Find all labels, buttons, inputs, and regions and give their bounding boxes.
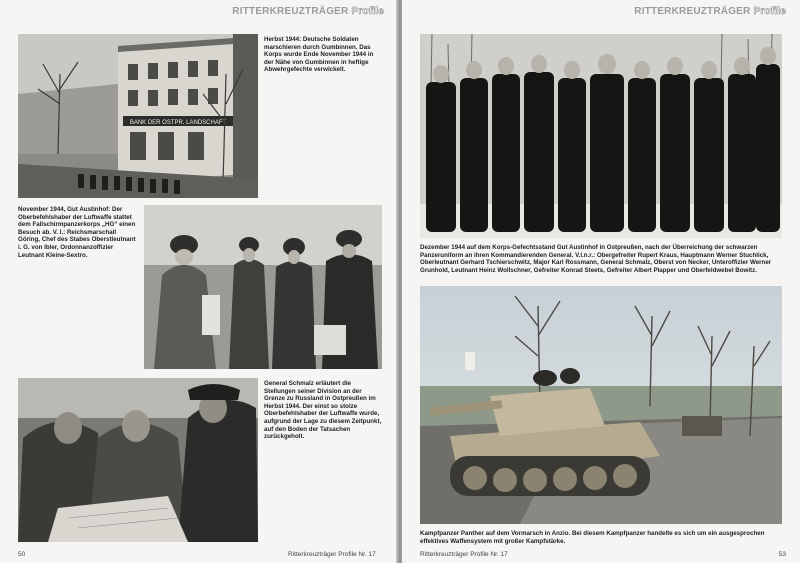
photo-goering-visit [144,205,382,369]
photo-gumbinnen-street [18,34,258,198]
caption-group-austinhof: Dezember 1944 auf dem Korps-Gefechtsstand Gut Austinhof in Ostpreußen, nach der Überreichung der schwarzen Panzeruniform an ihren Kommandierenden General. V.l.n.r.: Obergefreiter Rupert Kraus, Hauptmann Werner Stuchlick, Oberleutnant Gerhard Tschierschwitz, Major Karl Rossmann, General Schmalz, Oberst von Necker, Unteroffizier Werner Grunhold, Leutnant Heinz Wollschner, Gefreiter Konrad Steets, Gefreiter Albert Plapper und Oberfeldwebel Bowitz. [420,244,772,274]
photo-panther-tank [420,286,782,524]
photo-schmalz-map [18,378,258,542]
footer-left: Ritterkreuzträger Profile Nr. 17 [288,551,376,558]
running-head-subtitle: Profile [753,6,786,17]
bank-sign-text: BANK DER OSTPR. LANDSCHAFT [129,120,227,126]
caption-schmalz: General Schmalz erläutert die Stellungen seiner Division an der Grenze zu Russland in Ostpreußen im Herbst 1944. Der einst so stolze Oberbefehlshaber der Luftwaffe wurde, aufgrund der Lage zu diesem Zeitpunkt, auf den Boden der Tatsachen zurückgeholt. [264,380,382,441]
left-page [0,0,398,563]
page-number-left: 50 [18,551,26,558]
running-head-title: RITTERKREUZTRÄGER [634,6,751,17]
footer-right: Ritterkreuzträger Profile Nr. 17 [420,551,508,558]
caption-gumbinnen: Herbst 1944: Deutsche Soldaten marschieren durch Gumbinnen. Das Korps wurde Ende November 1944 in der Nähe von Gumbinnen in heftige Abwehrgefechte verwickelt. [264,36,374,74]
page-number-right: 53 [778,551,786,558]
running-head-title: RITTERKREUZTRÄGER [232,6,349,17]
caption-panther-tank: Kampfpanzer Panther auf dem Vormarsch in Anzio. Bei diesem Kampfpanzer handelte es sich um ein ausgesprochen effektives Waffensystem mit großer Kampfstärke. [420,530,765,545]
right-page [402,0,800,563]
running-head-subtitle: Profile [351,6,384,17]
running-head-right [634,6,786,17]
caption-goering-visit: November 1944, Gut Austinhof: Der Oberbefehlshaber der Luftwaffe stattet dem Fallschirmpanzerkorps „HG“ einen Besuch ab. V. l.: Reichsmarschall Göring, Chef des Stabes Oberstleutnant i. G. von Ibler, Ordonnanzoffizier Leutnant Kleine-Sextro. [18,206,136,259]
photo-group-austinhof [420,34,782,238]
running-head-left [232,6,384,17]
